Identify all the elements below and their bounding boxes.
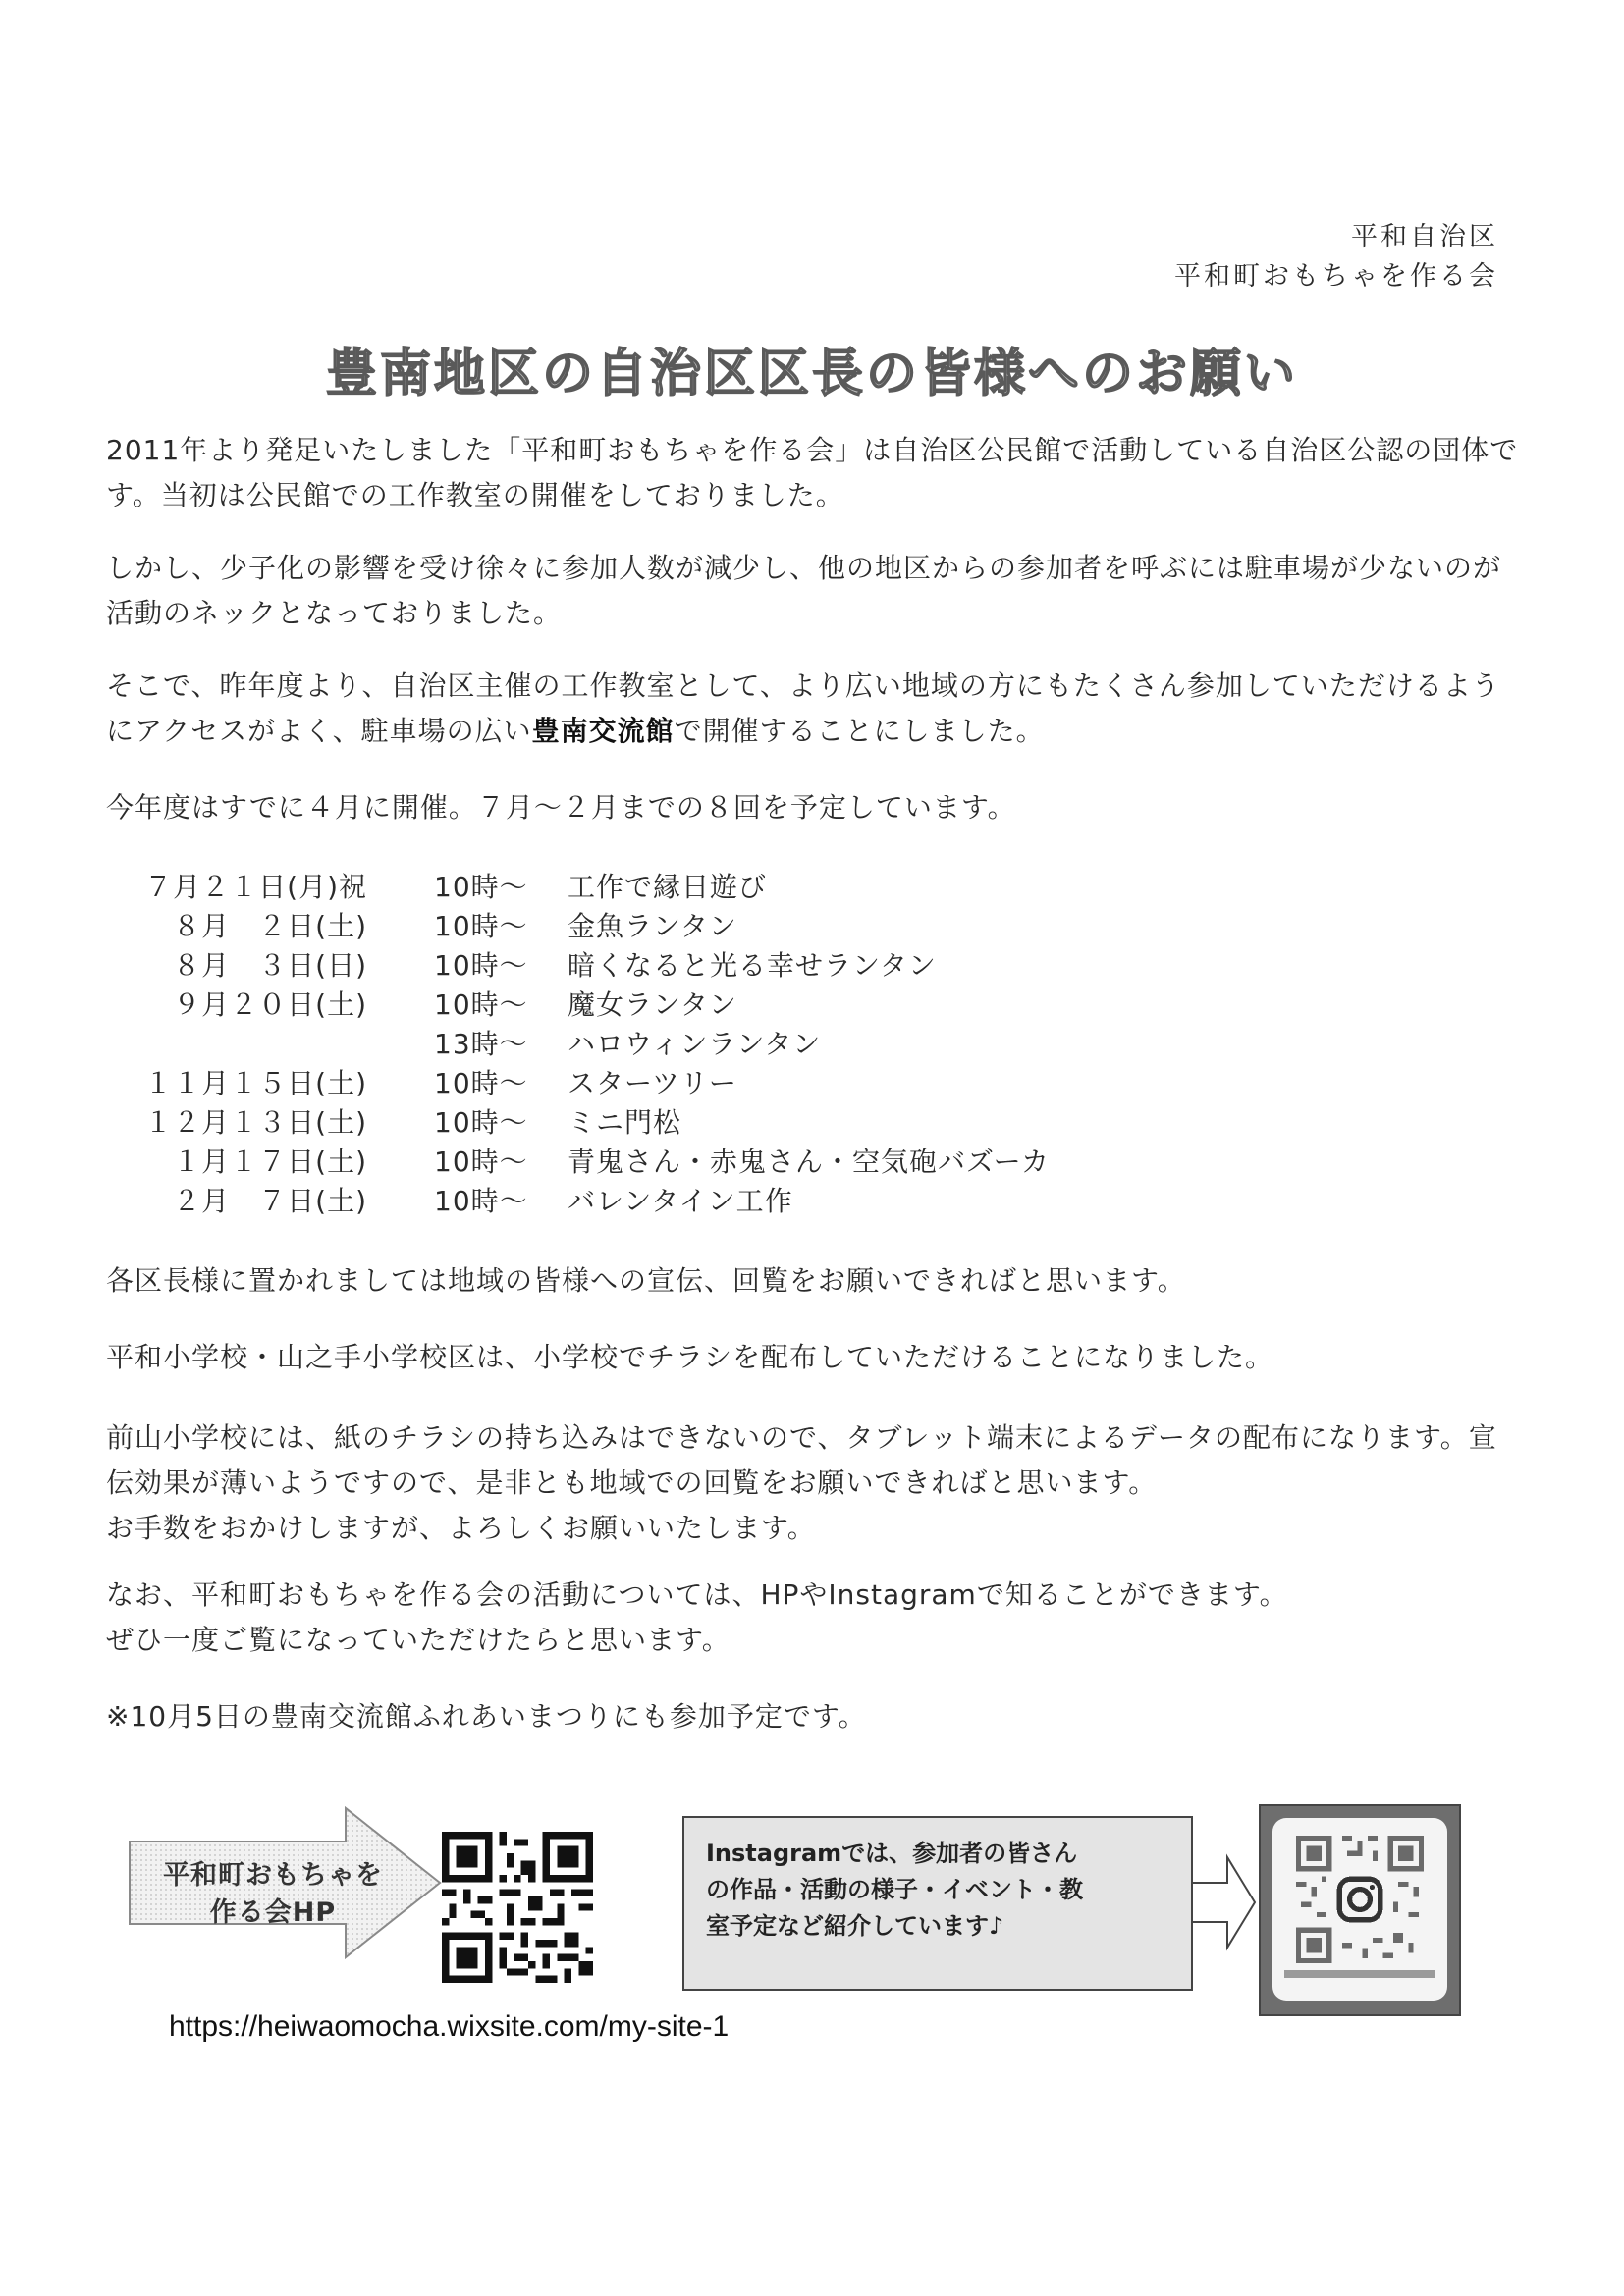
schedule-date: １１月１５日(土) [144, 1067, 367, 1099]
schedule-event: 工作で縁日遊び [568, 871, 768, 903]
schedule-row [0, 1025, 1624, 1064]
paragraph-text: なお、平和町おもちゃを作る会の活動については、HPやInstagramで知ることができます。 [106, 1578, 1288, 1611]
schedule-event: スターツリー [568, 1067, 737, 1099]
text-span: そこで、昨年度より、自治区主催の工作教室として、より広い地域の方にもたくさん参加していただけるようにアクセスがよく、駐車場の広い [106, 669, 1500, 747]
paragraph-text: ぜひ一度ご覧になっていただけたらと思います。 [106, 1624, 731, 1656]
schedule-date: ７月２１日(月)祝 [144, 871, 367, 903]
hp-label[interactable] [135, 1857, 410, 1932]
schedule-time: 10時～ [434, 949, 528, 982]
schedule-row [0, 946, 1624, 986]
instagram-handle-caption [1284, 1967, 1435, 1981]
schedule-date: １２月１３日(土) [144, 1106, 367, 1139]
paragraph-text [106, 664, 1520, 754]
paragraph-text: 今年度はすでに４月に開催。７月～２月までの８回を予定しています。 [106, 791, 1016, 824]
paragraph-text: 前山小学校には、紙のチラシの持ち込みはできないので、タブレット端末によるデータの配布になります。宣伝効果が薄いようですので、是非とも地域での回覧をお願いできればと思います。 [106, 1421, 1497, 1499]
schedule-row [0, 1182, 1624, 1221]
page-title: 豊南地区の自治区区長の皆様へのお願い [325, 345, 1298, 403]
schedule-event: 金魚ランタン [568, 910, 737, 942]
text-span: で開催することにしました。 [674, 715, 1045, 747]
schedule-row [0, 1103, 1624, 1143]
schedule-event: バレンタイン工作 [568, 1185, 793, 1217]
paragraph-decline [106, 546, 1520, 636]
instagram-info-line: の作品・活動の様子・イベント・教 [706, 1876, 1083, 1903]
schedule-row [0, 1143, 1624, 1182]
schedule-time: 13時～ [434, 1028, 528, 1060]
paragraph-schools [106, 1335, 1520, 1380]
schedule-time: 10時～ [434, 1106, 528, 1139]
venue-name: 豊南交流館 [531, 715, 675, 747]
qr-code-icon[interactable] [442, 1832, 593, 1983]
paragraph-online [106, 1573, 1520, 1663]
schedule-time: 10時～ [434, 988, 528, 1021]
paragraph-text: しかし、少子化の影響を受け徐々に参加人数が減少し、他の地区からの参加者を呼ぶには駐車場が少ないのが活動のネックとなっておりました。 [106, 552, 1502, 629]
schedule-date: ８月 ３日(日) [173, 949, 367, 982]
schedule-row [0, 986, 1624, 1025]
instagram-qr-code-icon[interactable] [1296, 1836, 1424, 1963]
schedule-time: 10時～ [434, 1067, 528, 1099]
instagram-info-line: Instagramでは、参加者の皆さん [706, 1840, 1078, 1867]
schedule-event: 青鬼さん・赤鬼さん・空気砲バズーカ [568, 1146, 1051, 1178]
paragraph-text: 2011年より発足いたしました「平和町おもちゃを作る会」は自治区公民館で活動している自治区公認の団体です。当初は公民館での工作教室の開催をしておりました。 [106, 434, 1519, 511]
instagram-info-line: 室予定など紹介しています♪ [706, 1912, 1004, 1940]
schedule-time: 10時～ [434, 1185, 528, 1217]
website-url[interactable]: https://heiwaomocha.wixsite.com/my-site-1 [169, 2010, 730, 2043]
schedule-event: ミニ門松 [568, 1106, 682, 1139]
paragraph-text: お手数をおかけしますが、よろしくお願いいたします。 [106, 1512, 816, 1544]
paragraph-venue [106, 664, 1520, 754]
schedule-event: 魔女ランタン [568, 988, 737, 1021]
paragraph-maeyama [106, 1415, 1520, 1551]
paragraph-text: ※10月5日の豊南交流館ふれあいまつりにも参加予定です。 [106, 1700, 867, 1733]
schedule-row [0, 1064, 1624, 1103]
schedule-event: 暗くなると光る幸せランタン [568, 949, 937, 982]
paragraph-text: 各区長様に置かれましては地域の皆様への宣伝、回覧をお願いできればと思います。 [106, 1264, 1186, 1297]
organization-district: 平和自治区 [1351, 222, 1498, 252]
schedule-time: 10時～ [434, 1146, 528, 1178]
paragraph-intro [106, 428, 1520, 518]
paragraph-festival-note [106, 1694, 1520, 1739]
schedule-event: ハロウィンランタン [568, 1028, 822, 1060]
arrow-right-icon [1190, 1843, 1257, 1961]
schedule-date: ９月２０日(土) [173, 988, 367, 1021]
hp-label-line: 作る会HP [209, 1897, 337, 1928]
hp-label-line: 平和町おもちゃを [163, 1860, 383, 1891]
paragraph-plan [106, 785, 1520, 830]
schedule-row [0, 868, 1624, 907]
schedule-date: １月１７日(土) [173, 1146, 367, 1178]
schedule-date: ２月 ７日(土) [173, 1185, 367, 1217]
schedule-date: ８月 ２日(土) [173, 910, 367, 942]
schedule-row [0, 907, 1624, 946]
paragraph-request [106, 1258, 1520, 1304]
schedule-time: 10時～ [434, 910, 528, 942]
organization-group: 平和町おもちゃを作る会 [1174, 261, 1498, 292]
paragraph-text: 平和小学校・山之手小学校区は、小学校でチラシを配布していただけることになりました。 [106, 1341, 1274, 1373]
schedule-time: 10時～ [434, 871, 528, 903]
instagram-info-box [682, 1816, 1193, 1991]
